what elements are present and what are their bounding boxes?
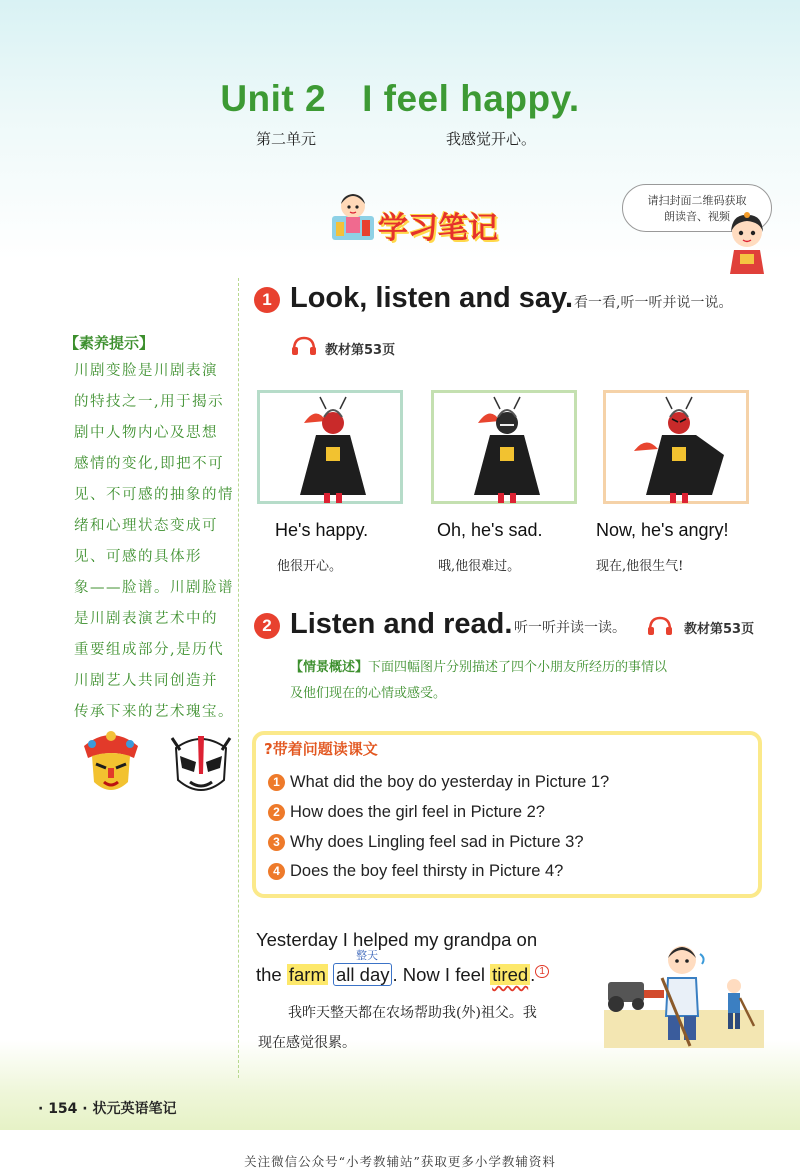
question-item xyxy=(268,833,584,852)
question-text: Why does Lingling feel sad in Picture 3? xyxy=(290,833,584,851)
scene-overview-text-2: 及他们现在的心情或感受。 xyxy=(290,686,447,701)
story-annotation: 整天 xyxy=(356,949,378,962)
column-divider xyxy=(238,278,239,1078)
story-translation-1: 我昨天整天都在农场帮助我(外)祖父。我 xyxy=(288,1005,537,1021)
sichuan-opera-performer-icon xyxy=(460,395,554,505)
tip-line: 传承下来的艺术瑰宝。 xyxy=(74,704,234,720)
tip-line: 剧中人物内心及思想 xyxy=(74,425,218,441)
caption-angry-en: Now, he's angry! xyxy=(596,520,729,540)
study-notes-heading: 学习笔记 xyxy=(378,211,498,246)
story-word: . xyxy=(530,964,536,985)
scene-overview-label: 【情景概述】 xyxy=(290,660,369,675)
mascot-girl-icon xyxy=(330,186,376,242)
question-text: What did the boy do yesterday in Picture 1? xyxy=(290,773,610,791)
section-1-page-ref: 教材第53页 xyxy=(325,343,396,358)
page-number: · 154 · 状元英语笔记 xyxy=(38,1101,177,1117)
panel-angry xyxy=(603,390,749,504)
panel-happy xyxy=(257,390,403,504)
sichuan-opera-performer-icon xyxy=(286,395,380,505)
caption-sad-en: Oh, he's sad. xyxy=(437,520,543,540)
tip-line: 的特技之一,用于揭示 xyxy=(74,394,225,410)
section-2-number: 2 xyxy=(254,613,280,639)
caption-happy-en: He's happy. xyxy=(275,520,369,540)
footer-note: 关注微信公众号“小考教辅站”获取更多小学教辅资料 xyxy=(244,1154,556,1169)
tip-line: 感情的变化,即把不可 xyxy=(74,456,225,472)
story-highlight-tired: tired xyxy=(492,964,529,985)
section-2-subtitle: 听一听并读一读。 xyxy=(514,620,626,636)
story-line-2 xyxy=(256,964,549,986)
caption-happy-zh: 他很开心。 xyxy=(277,559,343,574)
section-1-subtitle: 看一看,听一听并说一说。 xyxy=(574,295,733,311)
tip-line: 是川剧表演艺术中的 xyxy=(74,611,218,627)
tip-line: 见、可感的具体形 xyxy=(74,549,202,565)
opera-mask-black-icon xyxy=(170,728,232,798)
tip-line: 川剧变脸是川剧表演 xyxy=(74,363,218,379)
question-text: How does the girl feel in Picture 2? xyxy=(290,803,545,821)
question-number: 2 xyxy=(268,804,285,821)
bubble-line-1: 请扫封面二维码获取 xyxy=(647,194,747,207)
tip-line: 川剧艺人共同创造并 xyxy=(74,673,218,689)
tip-line: 重要组成部分,是历代 xyxy=(74,642,225,658)
sichuan-opera-performer-icon xyxy=(632,395,726,505)
tip-line: 见、不可感的抽象的情 xyxy=(74,487,234,503)
section-2-title: Listen and read. xyxy=(290,608,513,640)
story-boxed-all-day: all day xyxy=(333,963,392,986)
guide-girl-icon xyxy=(722,210,772,274)
tip-line: 绪和心理状态变成可 xyxy=(74,518,218,534)
reading-questions-title: ?带着问题读课文 xyxy=(264,740,378,758)
tip-line: 象——脸谱。川剧脸谱 xyxy=(74,580,234,596)
story-translation-2: 现在感觉很累。 xyxy=(258,1035,356,1051)
headphone-icon[interactable] xyxy=(647,616,673,636)
opera-mask-red-icon xyxy=(80,728,142,798)
caption-angry-zh: 现在,他很生气! xyxy=(596,559,684,574)
story-footnote: 1 xyxy=(535,965,549,978)
question-item xyxy=(268,773,609,792)
unit-label-zh: 第二单元 xyxy=(256,130,317,148)
story-highlight-farm: farm xyxy=(288,964,326,985)
section-1-number: 1 xyxy=(254,287,280,313)
question-number: 4 xyxy=(268,863,285,880)
farm-boy-illustration xyxy=(604,938,764,1048)
story-word: . Now I feel xyxy=(392,964,486,985)
question-item xyxy=(268,803,545,822)
unit-title: Unit 2 I feel happy. xyxy=(220,78,580,119)
scene-overview-text-1: 下面四幅图片分别描述了四个小朋友所经历的事情以 xyxy=(368,660,668,675)
story-translation xyxy=(258,998,598,1058)
question-number: 1 xyxy=(268,774,285,791)
scene-overview xyxy=(290,655,760,707)
section-1-title: Look, listen and say. xyxy=(290,282,574,314)
question-text: Does the boy feel thirsty in Picture 4? xyxy=(290,862,564,880)
caption-sad-zh: 哦,他很难过。 xyxy=(438,559,521,574)
story-word: the xyxy=(256,964,282,985)
question-item xyxy=(268,862,563,881)
question-number: 3 xyxy=(268,834,285,851)
unit-title-zh: 我感觉开心。 xyxy=(446,130,537,148)
headphone-icon[interactable] xyxy=(291,336,317,356)
tip-heading: 【素养提示】 xyxy=(64,334,155,352)
section-2-page-ref: 教材第53页 xyxy=(684,622,755,637)
story-line-1: Yesterday I helped my grandpa on xyxy=(256,929,538,950)
tip-body xyxy=(74,356,236,728)
panel-sad xyxy=(431,390,577,504)
bubble-line-2: 朗读音、视频 xyxy=(664,210,730,223)
